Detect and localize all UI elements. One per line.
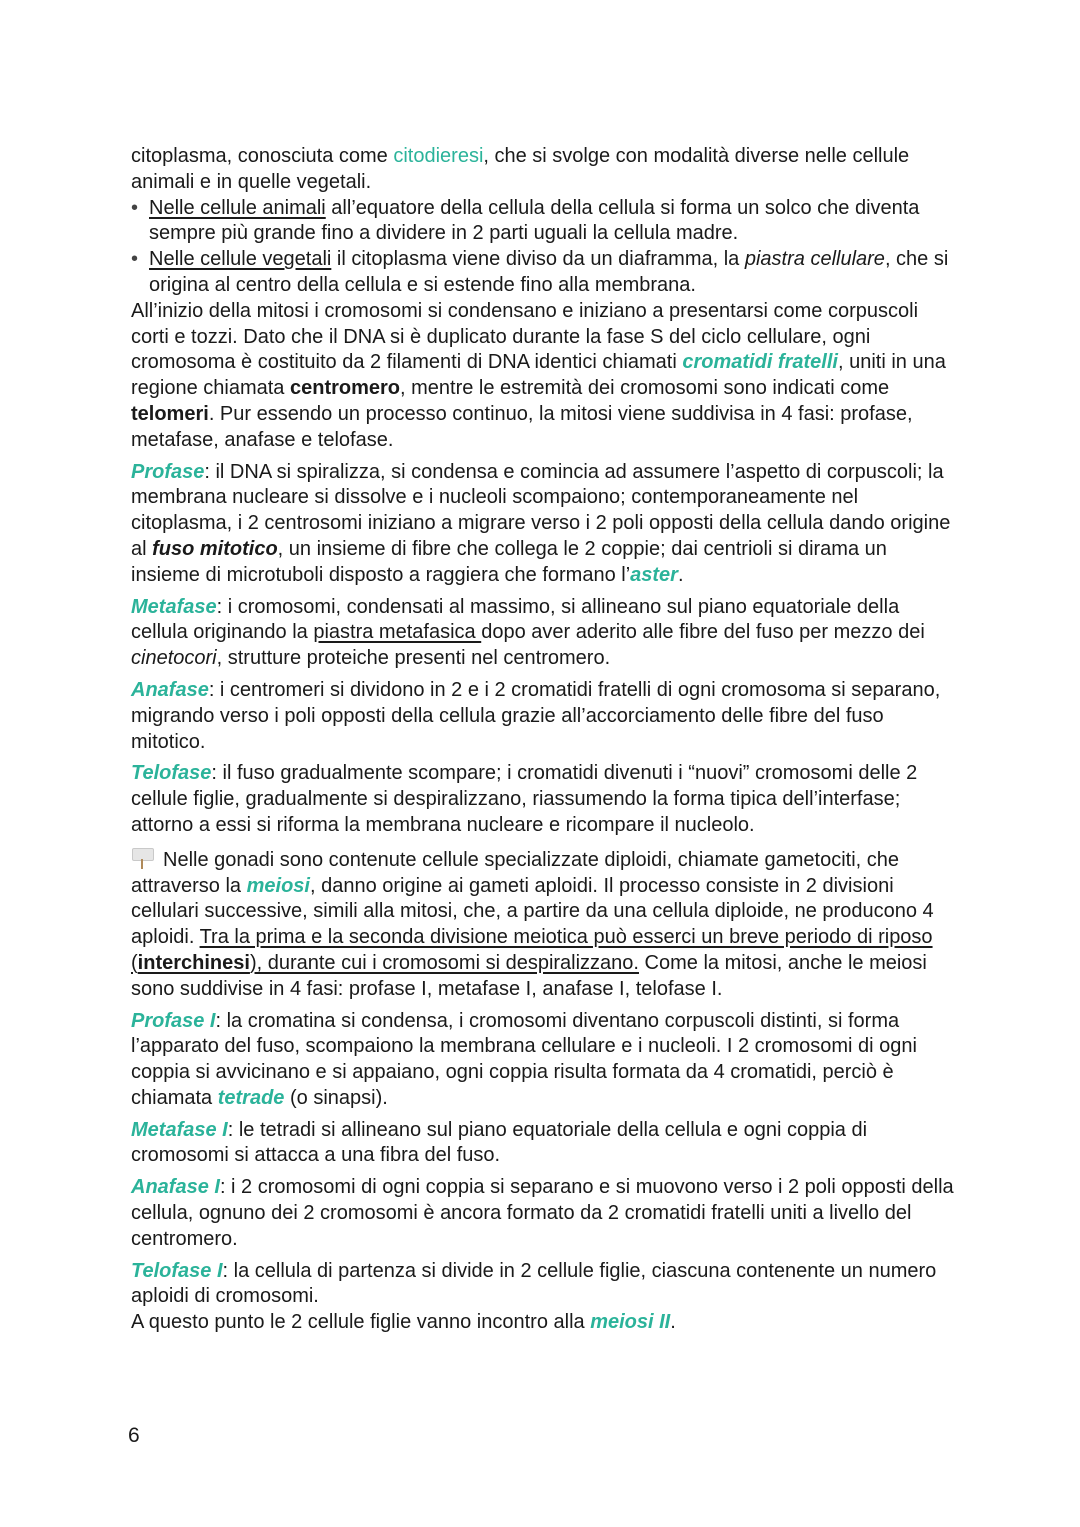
paragraph-anafase	[131, 678, 961, 755]
text: .	[670, 1311, 676, 1334]
text: : il DNA si spiralizza, si condensa e comincia ad assumere l’aspetto di corpuscoli; la membrana nucleare si dissolve e i nucleoli scompaiono; contemporaneamente nel citoplasma, i 2 centrosomi iniziano a migrare verso i 2 poli opposti della cellula dando origine al	[131, 460, 951, 560]
phase-label-anafase-1: Anafase I	[131, 1176, 220, 1199]
term-telomeri: telomeri	[131, 402, 209, 425]
paragraph-profase	[131, 460, 961, 589]
paragraph-anafase-1	[131, 1175, 961, 1252]
paragraph-metafase	[131, 595, 961, 672]
phase-label-metafase: Metafase	[131, 595, 217, 618]
text: , mentre le estremità dei cromosomi sono indicati come	[400, 377, 890, 400]
text: , danno origine ai gameti aploidi. Il processo consiste in 2 divisioni cellulari successive, simili alla mitosi, che, a partire da una cellula diploide, ne producono 4 aploidi.	[131, 874, 934, 949]
phase-label-telofase: Telofase	[131, 762, 212, 785]
paragraph-citodieresi	[131, 144, 961, 196]
page-number: 6	[128, 1424, 140, 1447]
term-centromero: centromero	[289, 377, 401, 400]
text: citoplasma, conosciuta come	[131, 145, 394, 167]
term-piastra-metafasica: piastra metafasica	[313, 621, 482, 644]
paragraph-meiosi-intro	[131, 847, 961, 1003]
text: il citoplasma viene diviso da un diaframma, la	[331, 248, 745, 271]
bullet-plant-cells	[131, 247, 961, 299]
text: , uniti in una regione chiamata	[131, 351, 946, 400]
term-tetrade: tetrade	[217, 1086, 285, 1109]
phase-label-metafase-1: Metafase I	[131, 1118, 228, 1141]
bullet-list	[131, 196, 961, 299]
text: dopo aver aderito alle fibre del fuso per mezzo dei	[481, 621, 925, 644]
text: : i cromosomi, condensati al massimo, si allineano sul piano equatoriale della cellula originando la	[131, 595, 900, 644]
text: A questo punto le 2 cellule figlie vanno incontro alla	[131, 1311, 591, 1334]
text: ), durante cui i cromosomi si despiralizzano.	[249, 951, 639, 974]
text: . Pur essendo un processo continuo, la mitosi viene suddivisa in 4 fasi: profase, metafase, anafase e telofase.	[131, 402, 913, 451]
text: , che si origina al centro della cellula e si estende fino alla membrana.	[149, 248, 949, 296]
text: Nelle gonadi sono contenute cellule specializzate diploidi, chiamate gametociti, che attraverso la	[131, 848, 899, 897]
term-aster: aster	[630, 563, 678, 586]
text: : i centromeri si dividono in 2 e i 2 cromatidi fratelli di ogni cromosoma si separano, migrando verso i poli opposti della cellula grazie all’accorciamento delle fibre del fuso mitotico.	[131, 678, 941, 753]
pushpin-icon	[131, 847, 153, 869]
phase-label-telofase-1: Telofase I	[131, 1259, 223, 1282]
text: all’equatore della cellula della cellula si forma un solco che diventa sempre più grande fino a dividere in 2 parti uguali la cellula madre.	[149, 196, 920, 245]
paragraph-closing	[131, 1310, 961, 1336]
underlined-phrase: Nelle cellule animali	[149, 196, 326, 219]
phase-label-profase: Profase	[131, 460, 205, 483]
text: Come la mitosi, anche le meiosi sono suddivise in 4 fasi: profase I, metafase I, anafase I, telofase I.	[131, 951, 927, 1000]
text: Tra la prima e la seconda divisione meiotica può esserci un breve periodo di riposo (	[131, 926, 933, 974]
text: .	[677, 563, 684, 586]
term-cromatidi-fratelli: cromatidi fratelli	[682, 351, 838, 374]
text: : la cromatina si condensa, i cromosomi diventano corpuscoli distinti, si forma l’apparato del fuso, scompaiono la membrana cellulare e i nucleoli. I 2 cromosomi di ogni coppia si avvicinano e si appaiano, ogni coppia risulta formata da 4 cromatidi, perciò è chiamata	[131, 1009, 917, 1109]
phase-label-anafase: Anafase	[131, 678, 209, 701]
term-piastra-cellulare: piastra cellulare	[744, 248, 885, 271]
term-meiosi-2: meiosi II	[590, 1311, 671, 1334]
text: , strutture proteiche presenti nel centromero.	[216, 647, 611, 670]
text: : i 2 cromosomi di ogni coppia si separano e si muovono verso i 2 poli opposti della cellula, ognuno dei 2 cromosomi è ancora formato da 2 cromatidi fratelli uniti a livello del centromero.	[131, 1176, 954, 1250]
text: All’inizio della mitosi i cromosomi si condensano e iniziano a presentarsi come corpuscoli corti e tozzi. Dato che il DNA si è duplicato durante la fase S del ciclo cellulare, ogni cromosoma è costituito da 2 filamenti di DNA identici chiamati	[131, 299, 919, 374]
paragraph-telofase	[131, 761, 961, 838]
text: : le tetradi si allineano sul piano equatoriale della cellula e ogni coppia di cromosomi si attacca a una fibra del fuso.	[131, 1118, 868, 1167]
phase-label-profase-1: Profase I	[131, 1009, 216, 1032]
term-citodieresi: citodieresi	[393, 145, 484, 167]
term-meiosi: meiosi	[246, 874, 310, 897]
text: : il fuso gradualmente scompare; i cromatidi divenuti i “nuovi” cromosomi delle 2 cellule figlie, gradualmente si despiralizzano, riassumendo la forma tipica dell’interfase; attorno a essi si riforma la membrana nucleare e ricompare il nucleolo.	[131, 762, 918, 836]
term-fuso-mitotico: fuso mitotico	[152, 537, 278, 560]
text: , un insieme di fibre che collega le 2 coppie; dai centrioli si dirama un insieme di microtuboli disposto a raggiera che formano l’	[131, 537, 887, 586]
bullet-animal-cells	[131, 196, 961, 248]
text: (o sinapsi).	[284, 1086, 388, 1109]
text: : la cellula di partenza si divide in 2 cellule figlie, ciascuna contenente un numero aploidi di cromosomi.	[131, 1259, 937, 1308]
paragraph-telofase-1	[131, 1259, 961, 1311]
text: , che si svolge con modalità diverse nelle cellule animali e in quelle vegetali.	[131, 145, 910, 193]
paragraph-profase-1	[131, 1009, 961, 1112]
underlined-phrase: Nelle cellule vegetali	[149, 248, 332, 271]
term-interchinesi: interchinesi	[137, 951, 250, 974]
paragraph-metafase-1	[131, 1118, 961, 1170]
paragraph-mitosi-intro	[131, 299, 961, 454]
page-body	[131, 144, 961, 1336]
term-cinetocori: cinetocori	[131, 647, 217, 670]
